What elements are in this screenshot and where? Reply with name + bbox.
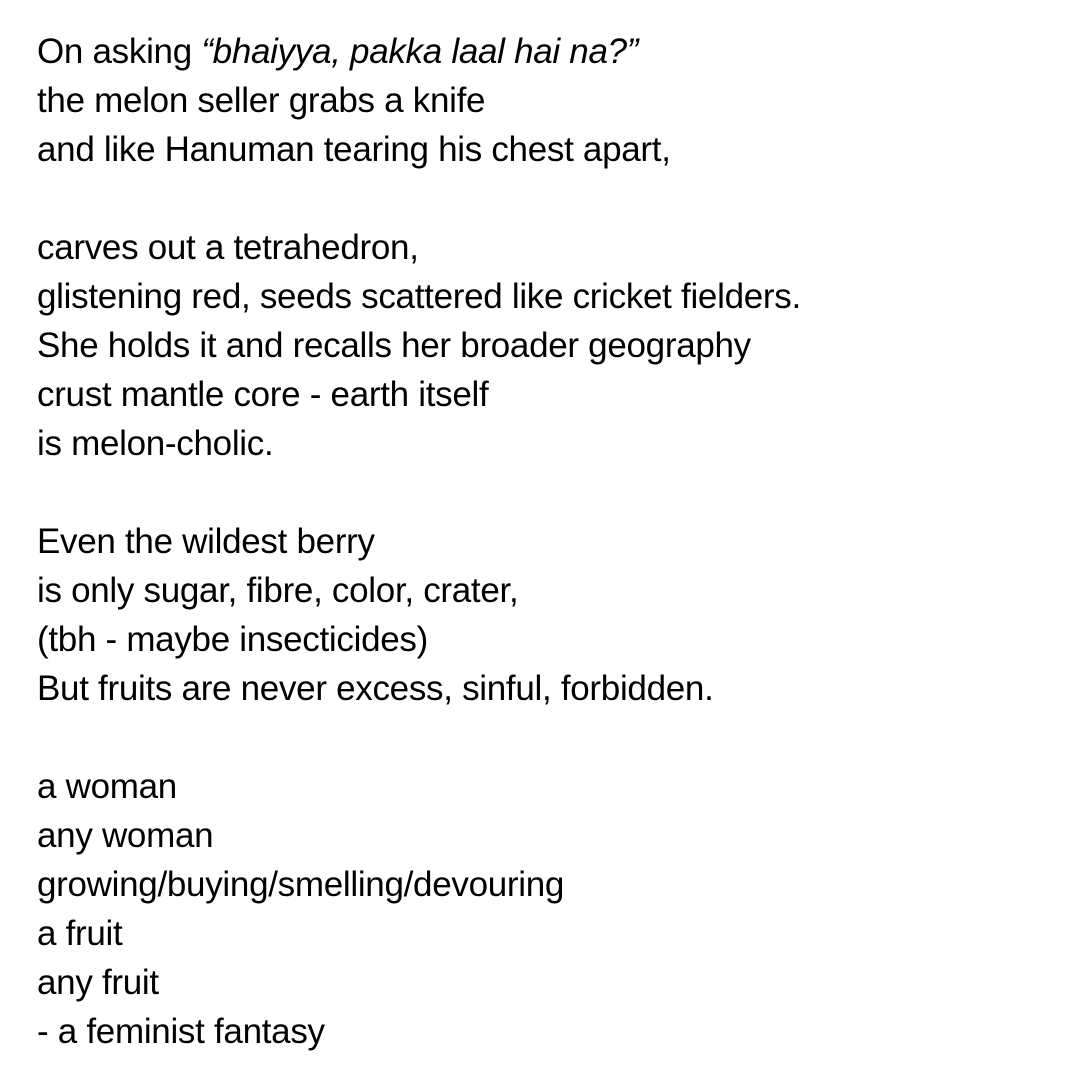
poem-line: (tbh - maybe insecticides) [37, 620, 428, 659]
italic-quote: “bhaiyya, pakka laal hai na?” [201, 32, 639, 71]
poem-line: carves out a tetrahedron, [37, 228, 419, 267]
poem-line: a woman [37, 767, 177, 806]
stanza-4 [37, 762, 1080, 1056]
poem-line: is only sugar, fibre, color, crater, [37, 571, 519, 610]
poem-line [37, 27, 1080, 76]
poem-line: She holds it and recalls her broader geography [37, 326, 751, 365]
stanza-break [37, 713, 1080, 762]
poem-line: glistening red, seeds scattered like cricket fielders. [37, 277, 801, 316]
poem-line: any fruit [37, 963, 159, 1002]
stanza-1 [37, 27, 1080, 174]
poem-line: - a feminist fantasy [37, 1012, 325, 1051]
poem-line: Even the wildest berry [37, 522, 375, 561]
stanza-break [37, 174, 1080, 223]
poem-line: is melon-cholic. [37, 424, 274, 463]
line-prefix: On asking [37, 32, 202, 71]
poem-line: a fruit [37, 914, 123, 953]
poem-line: and like Hanuman tearing his chest apart, [37, 130, 671, 169]
poem-line: crust mantle core - earth itself [37, 375, 489, 414]
poem-line: growing/buying/smelling/devouring [37, 865, 565, 904]
poem-line: But fruits are never excess, sinful, forbidden. [37, 669, 714, 708]
stanza-3 [37, 517, 1080, 713]
poem-line: any woman [37, 816, 214, 855]
poem-line: the melon seller grabs a knife [37, 81, 486, 120]
stanza-2 [37, 223, 1080, 468]
stanza-break [37, 468, 1080, 517]
